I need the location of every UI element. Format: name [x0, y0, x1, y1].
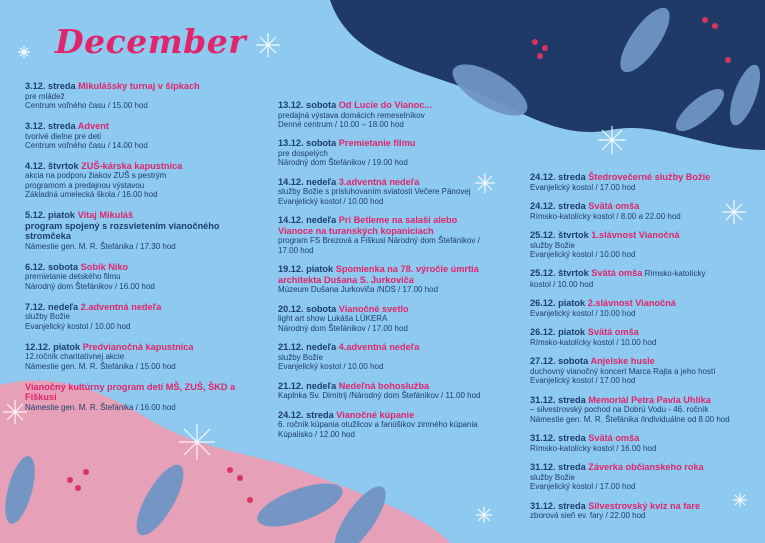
- event-heading: [530, 230, 750, 241]
- event-detail: Národný dom Štefánikov / 17.00 hod: [278, 323, 408, 333]
- event-heading: [530, 433, 750, 444]
- event-item: [530, 356, 750, 385]
- event-name: Štedrovečerné služby Božie: [588, 172, 711, 182]
- event-name: Sobík Niko: [80, 261, 129, 272]
- event-heading: [530, 462, 750, 473]
- event-detail: akcia na podporu žiakov ZUŠ s pestrým: [25, 171, 167, 181]
- event-name: 3.adventná nedeľa: [338, 176, 420, 187]
- event-date: 20.12. sobota: [278, 303, 337, 314]
- event-date: 14.12. nedeľa: [278, 176, 337, 187]
- event-detail: Centrum voľného času / 15.00 hod: [25, 101, 148, 110]
- event-date: 21.12. nedeľa: [278, 342, 337, 353]
- event-name: Pri Betleme na salaši alebo Vianoce na turanských kopaniciach: [278, 215, 458, 236]
- event-detail: Evanjelický kostol / 17.00 hod: [530, 482, 636, 492]
- event-name: Vianočný kultúrny program detí MŠ, ZUŠ, ŠKD a Fiškusi: [25, 381, 236, 403]
- event-name: 2.slávnost Vianočná: [587, 298, 676, 309]
- event-detail: Evanjelický kostol / 10.00 hod: [25, 321, 131, 331]
- events-column-2: [278, 100, 493, 448]
- event-item: [25, 81, 250, 110]
- event-heading: [25, 382, 250, 403]
- event-date: 7.12. nedeľa: [25, 301, 79, 312]
- event-detail: Námestie gen. M. R. Štefánika / 17.30 hod: [25, 241, 176, 251]
- event-date: 25.12. štvrtok: [530, 268, 589, 279]
- event-detail: zborová sieň ev. fary / 22.00 hod: [530, 511, 646, 521]
- event-item: [278, 138, 493, 167]
- event-heading: [278, 100, 493, 111]
- event-detail: Evanjelický kostol / 10.00 hod: [530, 309, 636, 318]
- event-detail: Rímsko-katolícky kostol / 8.00 a 22.00 hod: [530, 211, 681, 221]
- event-date: 24.12. streda: [278, 409, 334, 420]
- event-date: 31.12. streda: [530, 394, 586, 405]
- event-heading: [530, 298, 750, 309]
- event-name: Anjelske husle: [590, 356, 655, 367]
- event-date: 14.12. nedeľa: [278, 215, 337, 226]
- event-date: 25.12. štvrtok: [530, 230, 589, 240]
- event-heading: [278, 381, 493, 392]
- event-name: Silvestrovský kvíz na fare: [588, 500, 701, 511]
- event-date: 31.12. streda: [530, 462, 586, 473]
- event-name: 4.adventná nedeľa: [338, 342, 420, 353]
- event-name: Premietanie filmu: [338, 138, 416, 149]
- event-date: 26.12. piatok: [530, 327, 586, 338]
- event-detail: Námestie gen. M. R. Štefánika / 15.00 hod: [25, 361, 176, 371]
- event-item: [25, 382, 250, 413]
- event-detail: kostol / 10.00 hod: [530, 280, 594, 289]
- event-date: 19.12. piatok: [278, 264, 334, 275]
- event-item: [278, 410, 493, 439]
- event-detail: služby Božie: [530, 472, 575, 482]
- event-detail: Evanjelický kostol / 17.00 hod: [530, 182, 636, 192]
- event-detail: služby Božie s prisluhovaním sviatosti Večere Pánovej: [278, 187, 471, 197]
- event-item: [530, 201, 750, 221]
- event-item: [25, 302, 250, 331]
- event-heading: [278, 215, 493, 236]
- event-detail: 6. ročník kúpania otužilcov a fanúšikov zimného kúpania: [278, 420, 478, 430]
- event-detail: Denné centrum / 10.00 – 18.00 hod: [278, 120, 404, 129]
- event-detail: Základná umelecká škola / 16.00 hod: [25, 190, 158, 200]
- event-name: Svätá omša: [588, 201, 640, 211]
- event-heading: [530, 268, 750, 280]
- event-detail: Námestie gen. M. R. Štefánika /individuálne od 8.00 hod: [530, 414, 730, 424]
- event-name: Vitaj Mikuláš: [77, 210, 134, 221]
- event-item: [278, 100, 493, 129]
- event-detail: služby Božie: [530, 240, 575, 250]
- event-detail: tvorivé dielne pre deti: [25, 131, 102, 141]
- event-detail: program FS Brezová a Fiškusi Národný dom Štefánikov / 17.00 hod: [278, 236, 480, 255]
- event-date: 13.12. sobota: [278, 100, 337, 110]
- event-date: 26.12. piatok: [530, 298, 586, 309]
- event-heading: [278, 264, 493, 285]
- event-heading: [25, 121, 250, 132]
- event-item: [530, 433, 750, 453]
- event-name: Svätá omša: [591, 268, 643, 279]
- event-item: [25, 342, 250, 371]
- event-detail: Národný dom Štefánikov / 19.00 hod: [278, 158, 408, 168]
- event-detail: duchovný vianočný koncert Marca Rajta a jeho hostí: [530, 367, 716, 376]
- event-item: [530, 172, 750, 192]
- event-detail: predajná výstava domácich remeselníkov: [278, 110, 425, 120]
- event-date: 31.12. streda: [530, 433, 586, 444]
- event-name: Od Lucie do Vianoc...: [338, 100, 433, 110]
- event-item: [530, 298, 750, 318]
- event-place-inline: Rímsko-katolícky: [642, 269, 706, 279]
- event-detail: Námestie gen. M. R. Štefánika / 16.00 hod: [25, 402, 176, 412]
- event-detail: Múzeum Dušana Jurkoviča /NDS / 17.00 hod: [278, 285, 439, 295]
- event-date: 6.12. sobota: [25, 261, 79, 272]
- event-detail: pre mládež: [25, 91, 65, 101]
- event-heading: [530, 201, 750, 212]
- event-date: 3.12. streda: [25, 120, 76, 131]
- event-date: 27.12. sobota: [530, 356, 589, 367]
- event-item: [25, 121, 250, 150]
- event-name: Vianočné svetlo: [338, 303, 409, 314]
- event-item: [25, 262, 250, 291]
- event-item: [278, 177, 493, 206]
- event-heading: [530, 395, 750, 406]
- event-date: 12.12. piatok: [25, 341, 81, 352]
- event-heading: [278, 138, 493, 149]
- event-heading: [530, 356, 750, 367]
- event-heading: [278, 342, 493, 353]
- event-detail: Centrum voľného času / 14.00 hod: [25, 140, 148, 150]
- event-detail: Kúpalisko / 12.00 hod: [278, 429, 355, 439]
- event-date: 24.12. streda: [530, 172, 586, 182]
- event-detail: pre dospelých: [278, 149, 328, 158]
- events-column-1: [25, 81, 250, 423]
- event-item: [278, 304, 493, 333]
- event-item: [278, 381, 493, 401]
- event-heading: [530, 172, 750, 183]
- events-column-3: [530, 172, 750, 530]
- event-date: 13.12. sobota: [278, 138, 337, 149]
- event-item: [278, 215, 493, 255]
- event-name: 2.adventná nedeľa: [80, 301, 162, 312]
- event-item: [278, 264, 493, 295]
- event-detail: Evanjelický kostol / 10.00 hod: [530, 250, 636, 259]
- event-heading: [25, 262, 250, 273]
- event-name: Advent: [77, 120, 109, 131]
- event-detail: Kaplnka Sv. Dimitrij /Národný dom Štefánikov / 11.00 hod: [278, 391, 481, 401]
- event-detail: Evanjelický kostol / 10.00 hod: [278, 362, 384, 372]
- event-heading: [25, 210, 250, 221]
- event-name: ZUŠ-kárska kapustnica: [81, 160, 183, 171]
- event-heading: [278, 177, 493, 188]
- event-heading: [278, 304, 493, 315]
- event-name: Svätá omša: [587, 327, 639, 338]
- event-detail: – silvestrovský pochod na Dobrú Vodu - 46. ročník: [530, 405, 709, 415]
- event-heading: [25, 81, 250, 92]
- event-item: [530, 462, 750, 491]
- event-date: 5.12. piatok: [25, 210, 76, 221]
- event-detail: light art show Lukáša LÚKERA: [278, 314, 388, 324]
- event-item: [530, 230, 750, 259]
- event-name: Svätá omša: [588, 433, 640, 444]
- event-date: 3.12. streda: [25, 81, 76, 91]
- event-detail: Rímsko-katolícky kostol / 16.00 hod: [530, 443, 657, 453]
- event-item: [530, 395, 750, 424]
- event-name: Predvianočná kapustnica: [82, 341, 194, 352]
- event-item: [530, 268, 750, 289]
- event-item: [278, 342, 493, 371]
- event-item: [530, 501, 750, 521]
- event-detail: programom a predajnou výstavou: [25, 180, 145, 190]
- event-item: [25, 210, 250, 251]
- event-heading: [530, 501, 750, 512]
- event-date: 4.12. štvrtok: [25, 160, 79, 171]
- event-detail: premietanie detského filmu: [25, 272, 121, 282]
- event-name: Memoriál Petra Pavla Uhlíka: [588, 394, 711, 405]
- event-detail: služby Božie: [25, 312, 70, 322]
- event-name: 1.slávnost Vianočná: [591, 230, 680, 240]
- event-name: Spomienka na 78. výročie úmrtia architekta Dušana S. Jurkoviča: [278, 264, 479, 285]
- event-subtitle: program spojený s rozsvietením vianočného stromčeka: [25, 220, 220, 242]
- event-date: 24.12. streda: [530, 201, 586, 211]
- event-detail: Národný dom Štefánikov / 16.00 hod: [25, 281, 155, 291]
- event-heading: [530, 327, 750, 338]
- event-heading: [25, 161, 250, 172]
- event-detail: 12.ročník charitatívnej akcie: [25, 352, 125, 362]
- page-title: December: [55, 22, 247, 61]
- event-detail: služby Božie: [278, 352, 323, 362]
- event-item: [25, 161, 250, 200]
- event-name: Nedeľná bohoslužba: [338, 380, 430, 391]
- event-date: 21.12. nedeľa: [278, 380, 337, 391]
- event-item: [530, 327, 750, 347]
- event-name: Vianočné kúpanie: [336, 409, 415, 420]
- event-name: Záverka občianskeho roka: [588, 462, 704, 473]
- event-date: 31.12. streda: [530, 500, 586, 511]
- event-detail: Rímsko-katolícky kostol / 10.00 hod: [530, 338, 657, 347]
- event-heading: [25, 302, 250, 313]
- event-heading: [25, 342, 250, 353]
- event-name: Mikulášsky turnaj v šípkach: [78, 81, 200, 91]
- event-detail: Evanjelický kostol / 17.00 hod: [530, 376, 636, 386]
- event-heading: [278, 410, 493, 421]
- event-detail: Evanjelický kostol / 10.00 hod: [278, 196, 384, 206]
